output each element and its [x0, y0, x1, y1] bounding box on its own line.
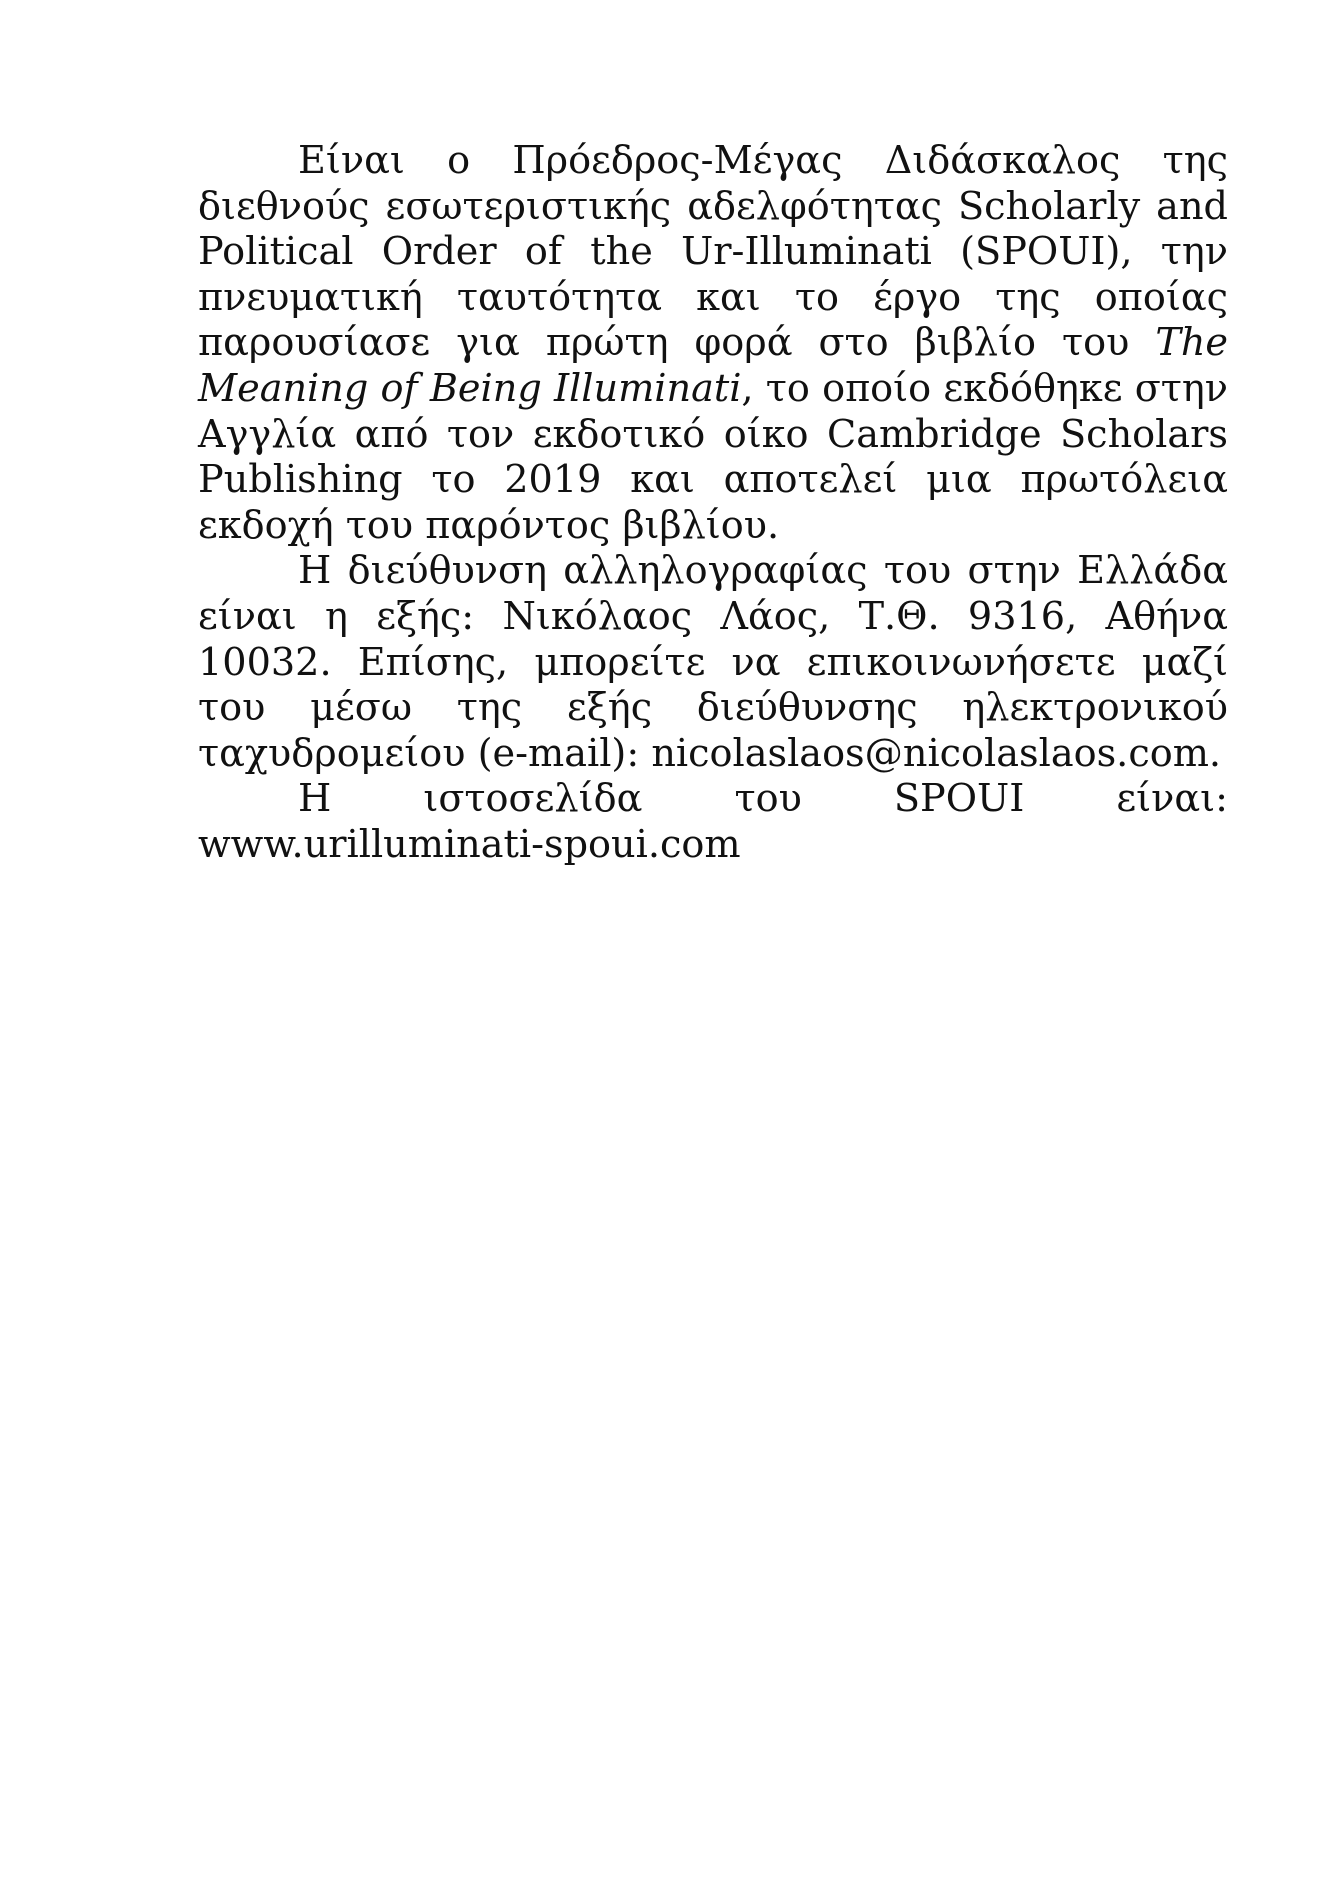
bio-text-after-title: , το οποίο εκδόθηκε στην Αγγλία από τον εκδοτικό οίκο Cambridge Scholars Publishing το 2019 και αποτελεί μια πρωτόλεια εκδοχή του παρόντος βιβλίου. [198, 366, 1228, 548]
book-title: The Meaning of Being Illuminati [198, 321, 1229, 411]
paragraph-website: Η ιστοσελίδα του SPOUI είναι: www.urilluminati-spoui.com [198, 777, 1228, 867]
paragraph-contact-address: Η διεύθυνση αλληλογραφίας του στην Ελλάδα είναι η εξής: Νικόλαος Λάος, Τ.Θ. 9316, Αθήνα 10032. Επίσης, μπορείτε να επικοινωνήσετε μαζί του μέσω της εξής διεύθυνσης ηλεκτρονικού ταχυδρομείου (e-mail): nicolaslaos@nicolaslaos.com. [198, 549, 1228, 776]
body-text [198, 139, 1228, 869]
bio-text-before-title: Είναι ο Πρόεδρος-Μέγας Διδάσκαλος της διεθνούς εσωτεριστικής αδελφότητας Scholarly and Political Order of the Ur-Illuminati (SPOUI), την πνευματική ταυτότητα και το έργο της οποίας παρουσίασε για πρώτη φορά στο βιβλίο του [198, 139, 1228, 366]
paragraph-author-bio [198, 139, 1228, 549]
